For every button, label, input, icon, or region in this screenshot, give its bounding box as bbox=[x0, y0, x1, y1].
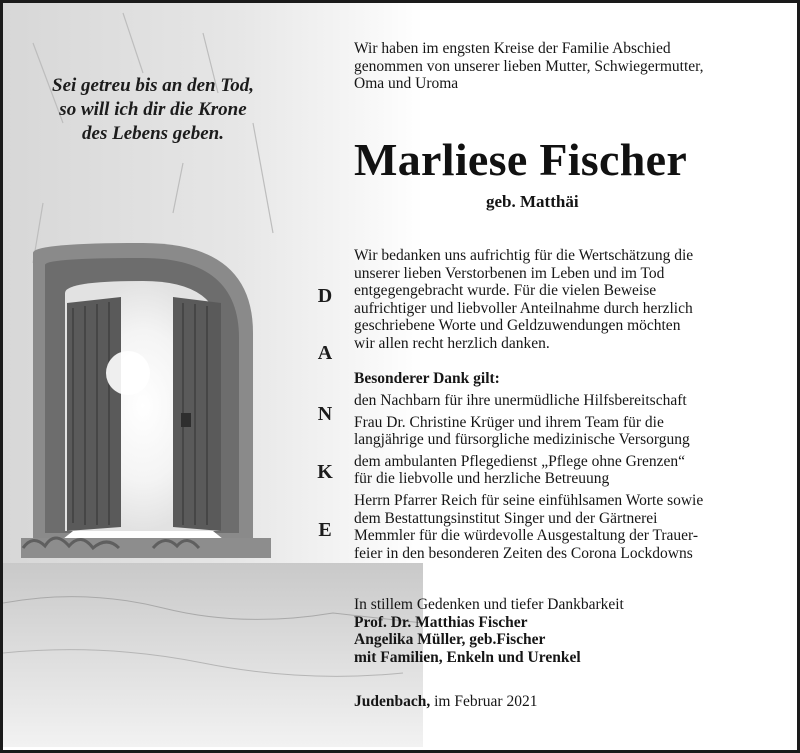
danke-letter: D bbox=[317, 285, 333, 307]
signatory: Angelika Müller, geb.Fischer bbox=[354, 631, 546, 649]
gratitude-line: aufrichtiger und liebvoller Anteilnahme durch herzlich bbox=[354, 299, 693, 317]
thanks-line: dem Bestattungsinstitut Singer und der Gärtnerei bbox=[354, 509, 658, 527]
quote-line: so will ich dir die Krone bbox=[59, 99, 247, 120]
gratitude-line: unserer lieben Verstorbenen im Leben und im Tod bbox=[354, 264, 665, 282]
danke-vertical bbox=[310, 285, 340, 550]
signatory: Prof. Dr. Matthias Fischer bbox=[354, 613, 528, 631]
signatory: mit Familien, Enkeln und Urenkel bbox=[354, 648, 581, 666]
quote-line: des Lebens geben. bbox=[82, 123, 224, 144]
thanks-line: Herrn Pfarrer Reich für seine einfühlsamen Worte sowie bbox=[354, 491, 704, 509]
bible-quote bbox=[28, 74, 278, 146]
danke-letter: N bbox=[317, 403, 333, 425]
closing-section bbox=[354, 596, 624, 666]
gratitude-line: wir allen recht herzlich danken. bbox=[354, 334, 550, 352]
place: Judenbach, bbox=[354, 693, 431, 710]
intro-line: Oma und Uroma bbox=[354, 75, 459, 93]
gratitude-text bbox=[354, 247, 693, 353]
closing-intro: In stillem Gedenken und tiefer Dankbarkeit bbox=[354, 596, 624, 613]
thanks-line: Frau Dr. Christine Krüger und ihrem Team für die bbox=[354, 413, 664, 431]
special-thanks-section bbox=[354, 370, 500, 388]
special-thanks-heading: Besonderer Dank gilt: bbox=[354, 370, 500, 387]
thanks-line: dem ambulanten Pflegedienst „Pflege ohne Grenzen“ bbox=[354, 452, 685, 470]
birth-name: geb. Matthäi bbox=[486, 192, 579, 211]
thanks-line: für die liebvolle und herzliche Betreuung bbox=[354, 470, 610, 488]
gratitude-line: geschriebene Worte und Geldzuwendungen möchten bbox=[354, 317, 681, 335]
intro-line: genommen von unserer lieben Mutter, Schwiegermutter, bbox=[354, 57, 704, 75]
intro-line: Wir haben im engsten Kreise der Familie Abschied bbox=[354, 40, 671, 57]
date: im Februar 2021 bbox=[434, 693, 538, 710]
gratitude-line: entgegengebracht wurde. Für die vielen Beweise bbox=[354, 282, 657, 300]
thanks-line: feier in den besonderen Zeiten des Corona Lockdowns bbox=[354, 544, 693, 562]
special-thanks-list bbox=[354, 392, 703, 562]
thanks-line: den Nachbarn für ihre unermüdliche Hilfsbereitschaft bbox=[354, 392, 687, 409]
danke-letter: A bbox=[317, 342, 333, 364]
danke-letter: E bbox=[318, 519, 332, 541]
place-date bbox=[354, 693, 537, 711]
danke-letter: K bbox=[317, 461, 333, 483]
intro-text bbox=[354, 40, 704, 93]
quote-line: Sei getreu bis an den Tod, bbox=[52, 75, 254, 96]
gratitude-line: Wir bedanken uns aufrichtig für die Wertschätzung die bbox=[354, 247, 694, 264]
thanks-line: Memmler für die würdevolle Ausgestaltung der Trauer- bbox=[354, 527, 699, 545]
thanks-line: langjährige und fürsorgliche medizinische Versorgung bbox=[354, 431, 690, 449]
deceased-name: Marliese Fischer bbox=[354, 134, 688, 185]
